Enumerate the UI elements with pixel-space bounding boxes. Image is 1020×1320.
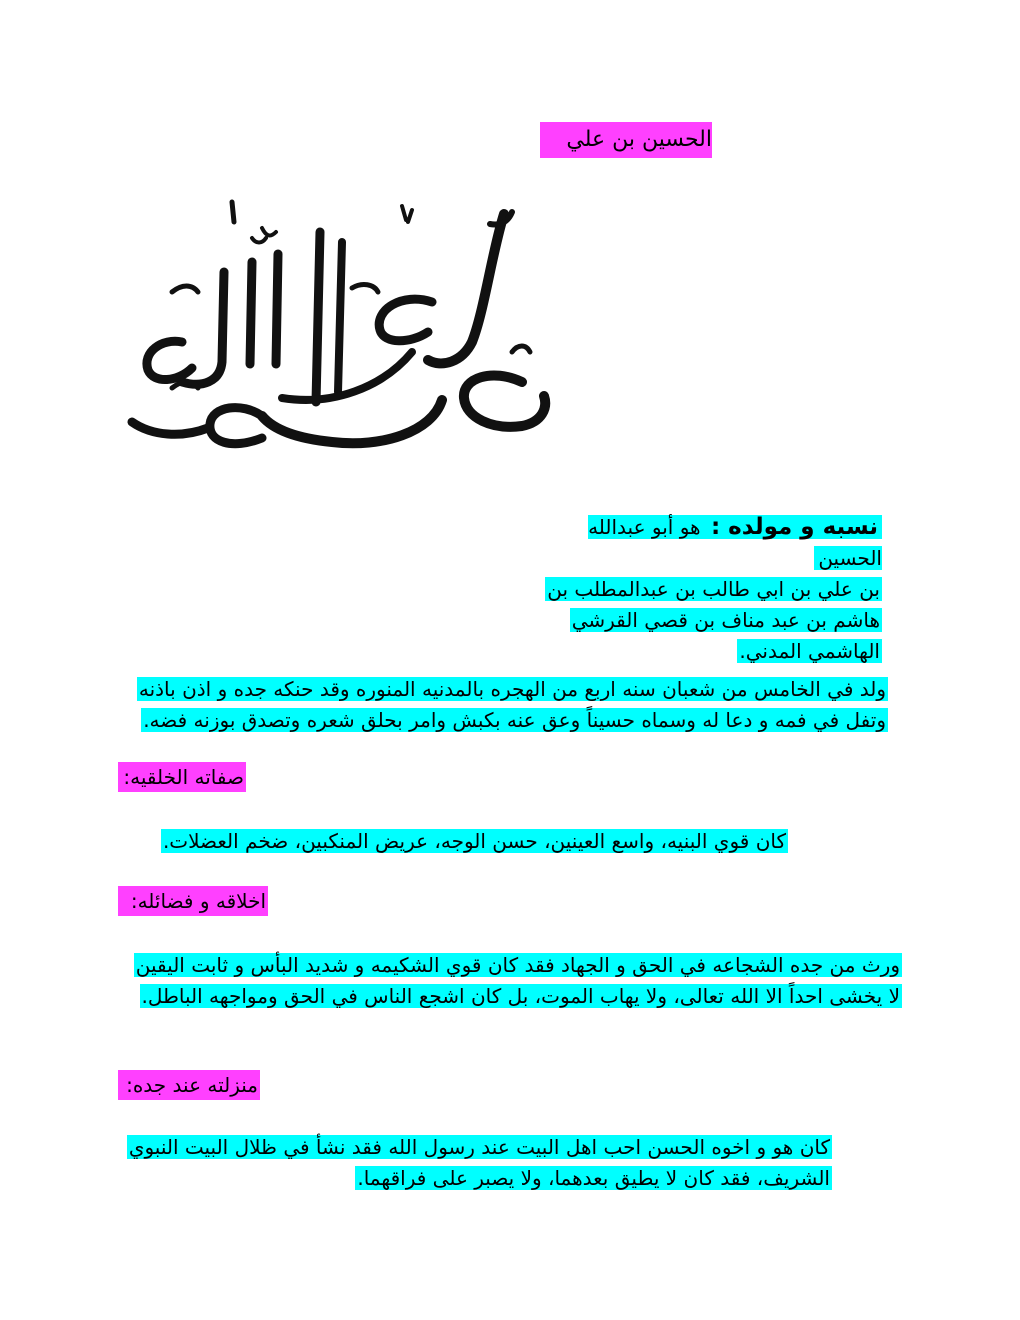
lineage-line: الهاشمي المدني. <box>739 639 880 663</box>
virtues-paragraph <box>112 950 902 1012</box>
status-line: الشريف، فقد كان لا يطيق بعدهما، ولا يصبر على فراقهما. <box>357 1166 830 1190</box>
lineage-lead: نسبه و مولده : <box>710 514 878 540</box>
virtues-line: ورث من جده الشجاعه في الحق و الجهاد فقد كان قوي الشكيمه و شديد البأس و ثابت اليقين <box>135 953 900 977</box>
physical-heading: صفاته الخلقيه: <box>118 762 246 792</box>
status-line: كان هو و اخوه الحسن احب اهل البيت عند رسول الله فقد نشأ في ظلال البيت النبوي <box>128 1135 830 1159</box>
lineage-line: هو أبو عبدالله الحسين <box>588 515 882 570</box>
status-paragraph <box>112 1132 832 1194</box>
lineage-paragraph <box>530 512 882 667</box>
lineage-line: هاشم بن عبد مناف بن قصي القرشي <box>571 608 880 632</box>
lineage-line: بن علي بن ابي طالب بن عبدالمطلب بن <box>547 577 880 601</box>
physical-line: كان قوي البنيه، واسع العينين، حسن الوجه، عريض المنكبين، ضخم العضلات. <box>162 829 786 853</box>
virtues-heading: اخلاقه و فضائله: <box>118 886 268 916</box>
birth-paragraph <box>118 674 888 736</box>
calligraphy-icon <box>112 192 552 460</box>
birth-line: وتفل في فمه و دعا له وسماه حسيناً وعق عنه بكبش وامر بحلق شعره وتصدق بوزنه فضه. <box>143 708 886 732</box>
virtues-line: لا يخشى احداً الا الله تعالى، ولا يهاب الموت، بل كان اشجع الناس في الحق ومواجهه الباطل. <box>141 984 900 1008</box>
birth-line: ولد في الخامس من شعبان سنه اربع من الهجره بالمدنيه المنوره وقد حنكه جده و اذن باذنه <box>138 677 886 701</box>
physical-paragraph <box>118 826 788 857</box>
status-heading: منزلته عند جده: <box>118 1070 260 1100</box>
page-title: الحسين بن علي <box>540 122 712 158</box>
